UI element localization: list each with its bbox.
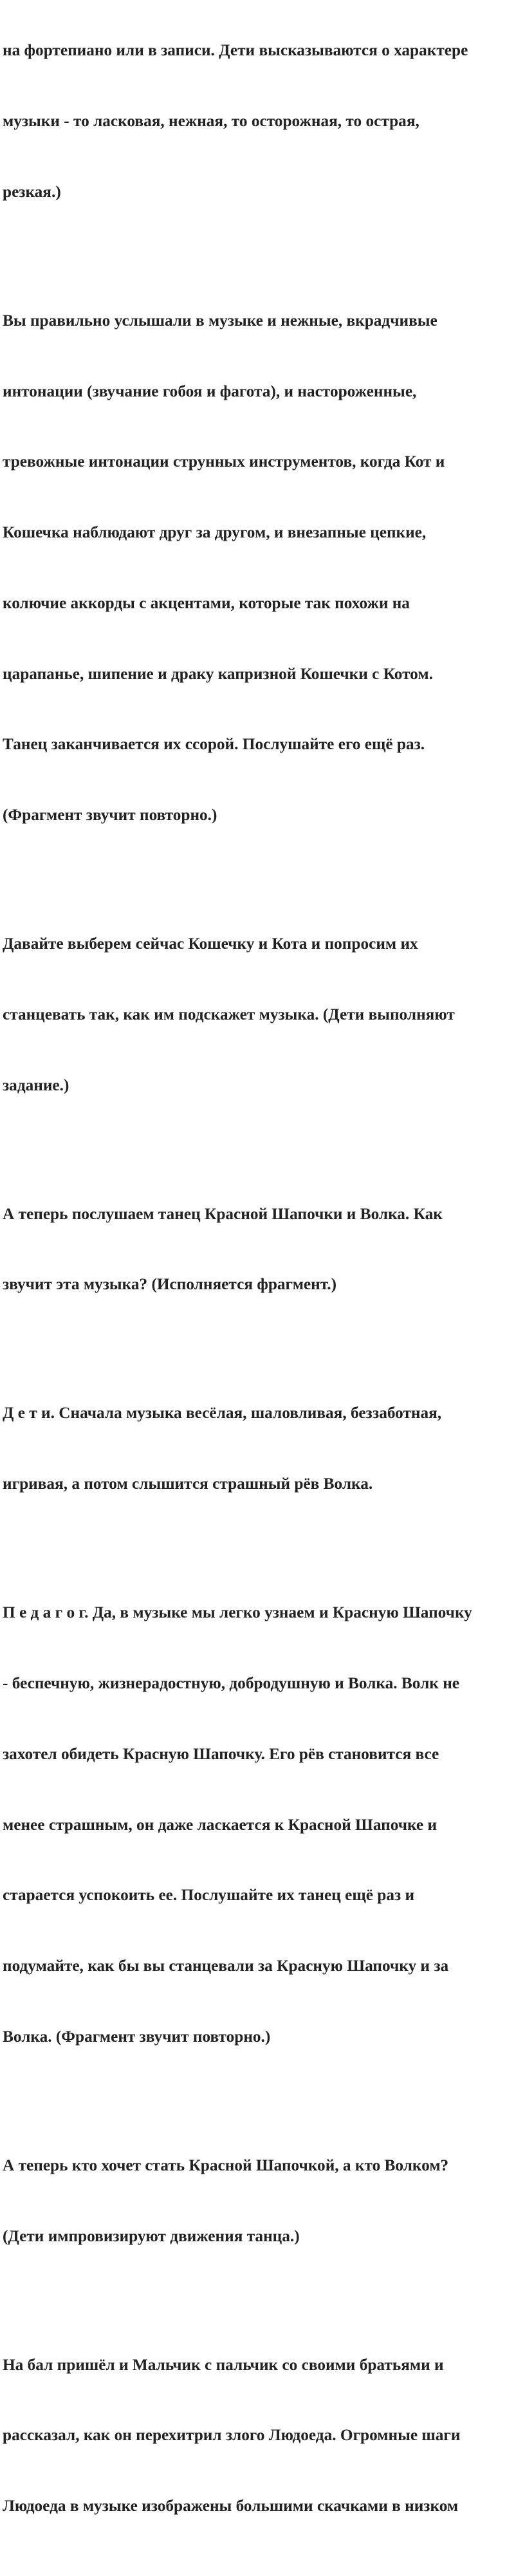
text-line: На бал пришёл и Мальчик с пальчик со своими братьями и <box>3 2355 444 2374</box>
paragraph-6 <box>3 1554 525 2096</box>
text-line: звучит эта музыка? (Исполняется фрагмент.) <box>3 1275 337 1294</box>
paragraph-3 <box>3 885 525 1144</box>
text-line: на фортепиано или в записи. Дети высказываются о характере <box>3 41 468 60</box>
text-line: задание.) <box>3 1076 69 1094</box>
text-line: рассказал, как он перехитрил злого Людоеда. Огромные шаги <box>3 2426 461 2445</box>
text-line: (Фрагмент звучит повторно.) <box>3 806 217 825</box>
document-page <box>3 0 525 2576</box>
text-line: (Дети импровизируют движения танца.) <box>3 2226 300 2245</box>
text-line: станцевать так, как им подскажет музыка. (Дети выполняют <box>3 1005 455 1023</box>
text-line: А теперь кто хочет стать Красной Шапочкой, а кто Волком? <box>3 2156 449 2174</box>
text-line: Кошечка наблюдают друг за другом, и внезапные цепкие, <box>3 523 427 542</box>
text-line: Д е т и. Сначала музыка весёлая, шаловливая, беззаботная, <box>3 1404 442 1423</box>
paragraph-4 <box>3 1155 525 1344</box>
text-line: старается успокоить ее. Послушайте их танец ещё раз и <box>3 1886 415 1905</box>
text-line: Танец заканчивается их ссорой. Послушайте его ещё раз. <box>3 735 425 754</box>
paragraph-1 <box>3 0 525 251</box>
paragraph-8 <box>3 2306 525 2565</box>
text-line: колючие аккорды с акцентами, которые так похожи на <box>3 593 410 612</box>
text-line: захотел обидеть Красную Шапочку. Его рёв становится все <box>3 1744 439 1763</box>
text-line: интонации (звучание гобоя и фагота), и настороженные, <box>3 382 417 400</box>
paragraph-2 <box>3 262 525 874</box>
text-line: царапанье, шипение и драку капризной Кошечки с Котом. <box>3 664 433 683</box>
text-line: П е д а г о г. Да, в музыке мы легко узнаем и Красную Шапочку <box>3 1603 472 1622</box>
paragraph-5 <box>3 1354 525 1543</box>
text-line: менее страшным, он даже ласкается к Красной Шапочке и <box>3 1815 438 1834</box>
text-line: Волка. (Фрагмент звучит повторно.) <box>3 2027 271 2046</box>
text-line: Людоеда в музыке изображены большими скачками в низком <box>3 2497 459 2515</box>
text-line: подумайте, как бы вы станцевали за Красную Шапочку и за <box>3 1957 449 1975</box>
text-line: музыки - то ласковая, нежная, то осторожная, то острая, <box>3 111 419 130</box>
text-line: Давайте выберем сейчас Кошечку и Кота и попросим их <box>3 935 418 953</box>
paragraph-7 <box>3 2107 525 2295</box>
text-line: Вы правильно услышали в музыке и нежные, вкрадчивые <box>3 311 438 330</box>
text-line: - беспечную, жизнерадостную, добродушную и Волка. Волк не <box>3 1674 459 1692</box>
text-line: тревожные интонации струнных инструментов, когда Кот и <box>3 453 445 471</box>
text-line: резкая.) <box>3 182 61 201</box>
text-line: игривая, а потом слышится страшный рёв Волка. <box>3 1475 373 1493</box>
text-line: А теперь послушаем танец Красной Шапочки и Волка. Как <box>3 1204 443 1223</box>
